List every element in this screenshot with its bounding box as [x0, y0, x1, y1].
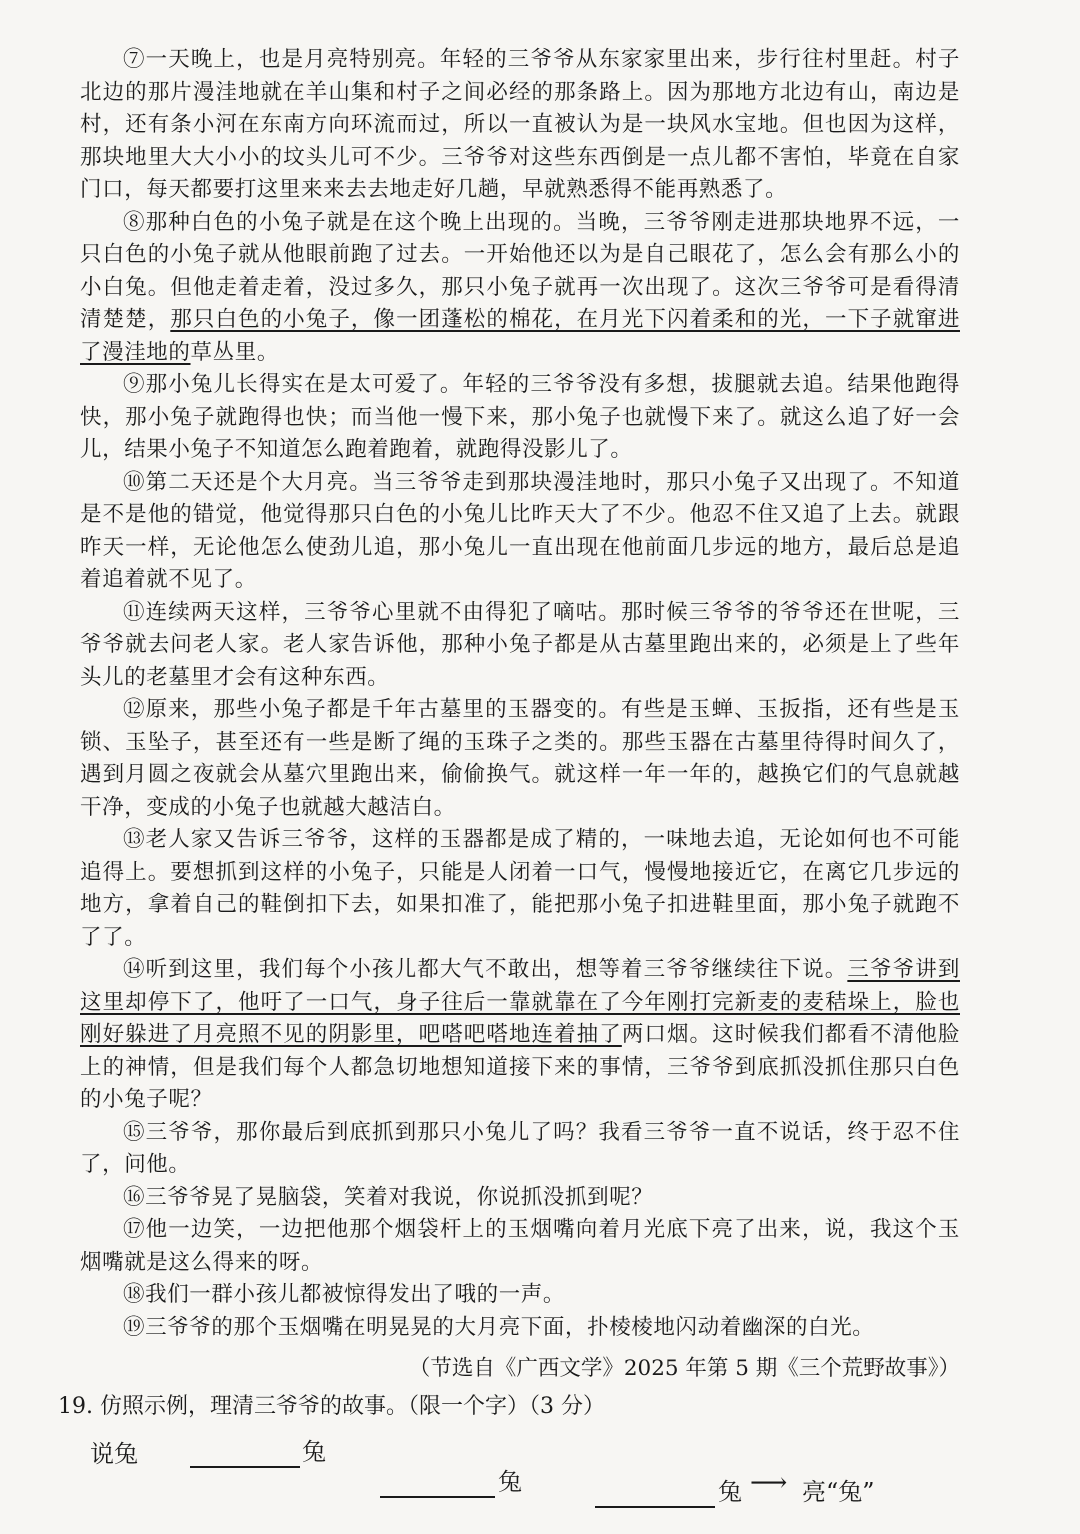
paragraph-p14 [80, 954, 960, 1117]
paragraph-text: ⑦一天晚上，也是月亮特别亮。年轻的三爷爷从东家家里出来，步行往村里赶。村子北边的那片漫洼地就在羊山集和村子之间必经的那条路上。因为那地方北边有山，南边是村，还有条小河在东南方向环流而过，所以一直被认为是一块风水宝地。但也因为这样，那块地里大大小小的坟头儿可不少。三爷爷对这些东西倒是一点儿都不害怕，毕竟在自家门口，每天都要打这里来来去去地走好几趟，早就熟悉得不能再熟悉了。 [80, 47, 960, 202]
paragraph-text: ⑱我们一群小孩儿都被惊得发出了哦的一声。 [123, 1282, 566, 1307]
answer-suffix-1: 兔 [302, 1438, 326, 1466]
paragraph-text: ⑯三爷爷晃了晃脑袋，笑着对我说，你说抓没抓到呢？ [123, 1184, 654, 1210]
answer-blank-1[interactable] [190, 1444, 300, 1468]
source-citation: （节选自《广西文学》2025 年第 5 期《三个荒野故事》） [408, 1356, 960, 1381]
paragraph-p15 [80, 1117, 960, 1182]
paragraph-p9 [80, 369, 960, 467]
paragraph-text: ⑧那种白色的小兔子就是在这个晚上出现的。当晚，三爷爷刚走进那块地界不远，一只白色的小兔子就从他眼前跑了过去。一开始他还以为是自己眼花了，怎么会有那么小的小白兔。但他走着走着，没过多久，那只小兔子就再一次出现了。这次三爷爷可是看得清清楚楚， [80, 209, 960, 332]
answer-final: 亮“兔” [802, 1478, 875, 1506]
paragraph-text: 两口烟。这时候我们都看不清他脸上的神情，但是我们每个人都急切地想知道接下来的事情，三爷爷到底抓没抓住那只白色的小兔子呢？ [80, 1022, 960, 1112]
question-19: 19. 仿照示例，理清三爷爷的故事。（限一个字）（3 分） [58, 1394, 605, 1419]
paragraph-p16 [80, 1182, 960, 1215]
answer-lead: 说兔 [90, 1440, 138, 1468]
paragraph-text: ⑨那小兔儿长得实在是太可爱了。年轻的三爷爷没有多想，拔腿就去追。结果他跑得快，那小兔子就跑得也快；而当他一慢下来，那小兔子也就慢下来了。就这么追了好一会儿，结果小兔子不知道怎么跑着跑着，就跑得没影儿了。 [80, 372, 960, 462]
paragraph-p10 [80, 467, 960, 597]
paragraph-p13 [80, 824, 960, 954]
paragraph-p17 [80, 1214, 960, 1279]
reading-passage [80, 44, 960, 1344]
paragraph-text: ⑲三爷爷的那个玉烟嘴在明晃晃的大月亮下面，扑棱棱地闪动着幽深的白光。 [123, 1314, 875, 1340]
paragraph-text: ⑬老人家又告诉三爷爷，这样的玉器都是成了精的，一味地去追，无论如何也不可能追得上。要想抓到这样的小兔子，只能是人闭着一口气，慢慢地接近它，在离它几步远的地方，拿着自己的鞋倒扣下去，如果扣准了，能把那小兔子扣进鞋里面，那小兔子就跑不了了。 [80, 827, 960, 950]
paragraph-text: ⑭听到这里，我们每个小孩儿都大气不敢出，想等着三爷爷继续往下说。 [123, 957, 848, 982]
answer-suffix-2: 兔 [498, 1468, 522, 1496]
paragraph-p18 [80, 1279, 960, 1312]
arrow-icon: ⟶ [750, 1468, 788, 1498]
paragraph-text: 草丛里。 [190, 339, 279, 365]
paragraph-p11 [80, 597, 960, 695]
answer-suffix-3: 兔 [718, 1478, 742, 1506]
paragraph-text: ⑮三爷爷，那你最后到底抓到那只小兔儿了吗？我看三爷爷一直不说话，终于忍不住了，问他。 [80, 1119, 960, 1177]
answer-blank-3[interactable] [595, 1484, 715, 1508]
paragraph-p7 [80, 44, 960, 207]
paragraph-text: ⑫原来，那些小兔子都是千年古墓里的玉器变的。有些是玉蝉、玉扳指，还有些是玉锁、玉坠子，甚至还有一些是断了绳的玉珠子之类的。那些玉器在古墓里待得时间久了，遇到月圆之夜就会从墓穴里跑出来，偷偷换气。就这样一年一年的，越换它们的气息就越干净，变成的小兔子也就越大越洁白。 [80, 697, 960, 820]
paragraph-text: ⑩第二天还是个大月亮。当三爷爷走到那块漫洼地时，那只小兔子又出现了。不知道是不是他的错觉，他觉得那只白色的小兔儿比昨天大了不少。他忍不住又追了上去。就跟昨天一样，无论他怎么使劲儿追，那小兔儿一直出现在他前面几步远的地方，最后总是追着追着就不见了。 [80, 469, 960, 592]
paragraph-text: ⑰他一边笑，一边把他那个烟袋杆上的玉烟嘴向着月光底下亮了出来，说，我这个玉烟嘴就是这么得来的呀。 [80, 1217, 960, 1275]
underlined-text: 三爷爷讲到这里却停下了，他吁了一口气，身子往后一靠就靠在了今年刚打完新麦的麦秸垛上，脸也刚好躲进了月亮照不见的阴影里，吧嗒吧嗒地连着抽了 [80, 957, 960, 1047]
paragraph-text: ⑪连续两天这样，三爷爷心里就不由得犯了嘀咕。那时候三爷爷的爷爷还在世呢，三爷爷就去问老人家。老人家告诉他，那种小兔子都是从古墓里跑出来的，必须是上了些年头儿的老墓里才会有这种东西。 [80, 599, 960, 690]
paragraph-p8 [80, 207, 960, 370]
paragraph-p12 [80, 694, 960, 824]
answer-row [80, 1434, 960, 1534]
underlined-text: 那只白色的小兔子，像一团蓬松的棉花，在月光下闪着柔和的光，一下子就窜进了漫洼地的 [80, 307, 960, 365]
answer-blank-2[interactable] [380, 1474, 495, 1498]
paragraph-p19 [80, 1312, 960, 1345]
